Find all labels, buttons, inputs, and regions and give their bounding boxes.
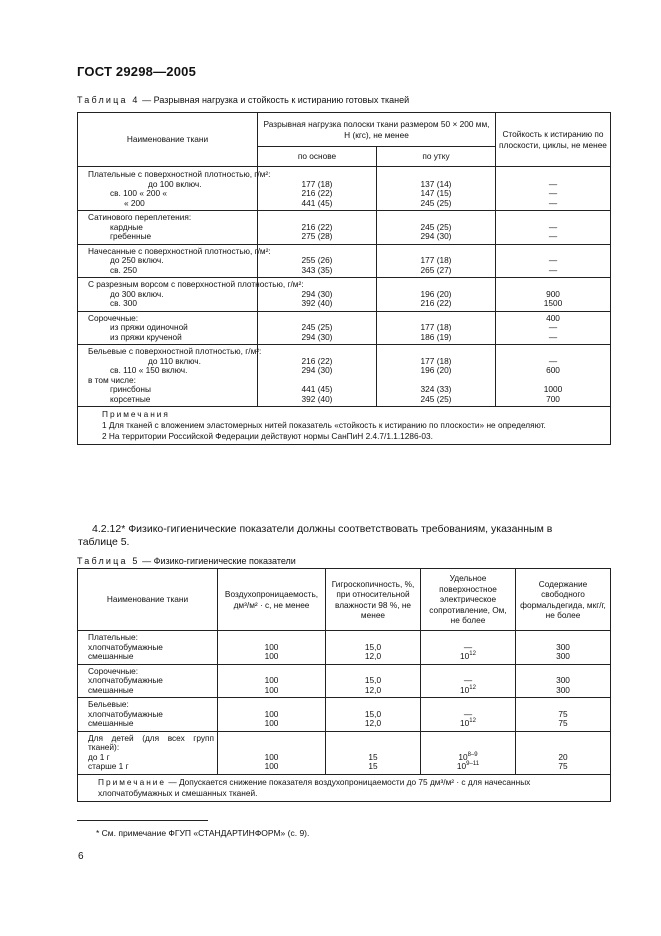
table-row: Сорочечные: 400 xyxy=(78,311,611,323)
table-row: св. 250 343 (35) 265 (27) — xyxy=(78,266,611,278)
note-text: — Допускается снижение показателя воздухопроницаемости до 75 дм³/м² · с для начесанных хлопчатобумажных и смешанных тканей. xyxy=(98,776,531,798)
table-row: до 100 включ. 177 (18) 137 (14) — xyxy=(78,180,611,190)
notes-title: Примечания xyxy=(102,409,170,419)
table-row: смешанные 100 12,0 $10^{12}$ 75 xyxy=(78,719,611,731)
note-2: 2 На территории Российской Федерации действуют нормы СанПиН 2.4.7/1.1.1286-03. xyxy=(102,431,433,441)
t5-head-hygro: Гигроскопичность, %, при относительной влажности 98 %, не менее xyxy=(326,569,421,631)
footnote-divider xyxy=(77,820,208,821)
table-row: хлопчатобумажные 100 15,0 — 300 xyxy=(78,676,611,686)
table-row: Сорочечные: xyxy=(78,664,611,676)
note-title: Примечание xyxy=(98,776,167,787)
table5-note xyxy=(78,774,611,801)
table-row: из пряжи крученой 294 (30) 186 (19) — xyxy=(78,333,611,345)
table4-caption: Таблица 4 — Разрывная нагрузка и стойкость к истиранию готовых тканей xyxy=(77,95,410,105)
table-row: смешанные 100 12,0 $10^{12}$ 300 xyxy=(78,652,611,664)
table4-notes xyxy=(78,407,611,445)
table-4 xyxy=(77,112,611,445)
table-row: св. 300 392 (40) 216 (22) 1500 xyxy=(78,299,611,311)
table-row: Начесанные с поверхностной плотностью, г/м²: xyxy=(78,244,611,256)
table-row: кардные 216 (22) 245 (25) — xyxy=(78,223,611,233)
table-row: хлопчатобумажные 100 15,0 — 300 xyxy=(78,643,611,653)
page-number: 6 xyxy=(78,851,84,862)
table-row: смешанные 100 12,0 $10^{12}$ 300 xyxy=(78,686,611,698)
t4-head-name: Наименование ткани xyxy=(78,113,258,167)
table-row: старше 1 г 100 15 10$^{9-11}$ 75 xyxy=(78,762,611,774)
t5-head-formal: Содержание свободного формальдегида, мкг/г, не более xyxy=(516,569,611,631)
footnote: * См. примечание ФГУП «СТАНДАРТИНФОРМ» (с. 9). xyxy=(96,828,310,838)
table-row: гребенные 275 (28) 294 (30) — xyxy=(78,232,611,244)
table-row: до 300 включ. 294 (30) 196 (20) 900 xyxy=(78,290,611,300)
t5-head-name: Наименование ткани xyxy=(78,569,218,631)
note-1: 1 Для тканей с вложением эластомерных нитей показатель «стойкость к истиранию по плоскости» не определяют. xyxy=(102,420,546,430)
table-row: Бельевые: xyxy=(78,698,611,710)
t4-head-abrasion: Стойкость к истиранию по плоскости, циклы, не менее xyxy=(496,113,611,167)
table-row: из пряжи одиночной 245 (25) 177 (18) — xyxy=(78,323,611,333)
table-row: корсетные 392 (40) 245 (25) 700 xyxy=(78,395,611,407)
paragraph-4-2-12-cont: таблице 5. xyxy=(78,536,130,548)
table-row: хлопчатобумажные 100 15,0 — 75 xyxy=(78,710,611,720)
table-row: Сатинового переплетения: xyxy=(78,211,611,223)
table-row: до 110 включ. 216 (22) 177 (18) — xyxy=(78,357,611,367)
table-row: Плательные с поверхностной плотностью, г/м²: xyxy=(78,167,611,180)
document-header: ГОСТ 29298—2005 xyxy=(77,64,196,79)
table-row: Плательные: xyxy=(78,631,611,643)
table-row: до 250 включ. 255 (26) 177 (18) — xyxy=(78,256,611,266)
t5-head-resist: Удельное поверхностное электрическое сопротивление, Ом, не более xyxy=(421,569,516,631)
t4-head-load: Разрывная нагрузка полоски ткани размером 50 × 200 мм, Н (кгс), не менее xyxy=(258,113,496,147)
t5-head-air: Воздухопроницаемость, дм³/м² · с, не менее xyxy=(218,569,326,631)
table-row: св. 100 « 200 « 216 (22) 147 (15) — xyxy=(78,189,611,199)
table-5 xyxy=(77,568,611,802)
table-row: Бельевые с поверхностной плотностью, г/м²: xyxy=(78,345,611,357)
table-row: в том числе: xyxy=(78,376,611,386)
paragraph-4-2-12: 4.2.12* Физико-гигиенические показатели должны соответствовать требованиям, указанным в xyxy=(92,523,553,535)
table-row: С разрезным ворсом с поверхностной плотностью, г/м²: xyxy=(78,278,611,290)
table5-caption: Таблица 5 — Физико-гигиенические показатели xyxy=(77,556,296,566)
table-row: св. 110 « 150 включ. 294 (30) 196 (20) 600 xyxy=(78,366,611,376)
t4-head-base: по основе xyxy=(258,147,377,167)
table-row: до 1 г 100 15 10$^{8-9}$ 20 xyxy=(78,753,611,763)
t4-head-weft: по утку xyxy=(377,147,496,167)
table-row: « 200 441 (45) 245 (25) — xyxy=(78,199,611,211)
table-row: Для детей (для всех групп тканей): xyxy=(78,731,611,753)
table-row: гринсбоны 441 (45) 324 (33) 1000 xyxy=(78,385,611,395)
